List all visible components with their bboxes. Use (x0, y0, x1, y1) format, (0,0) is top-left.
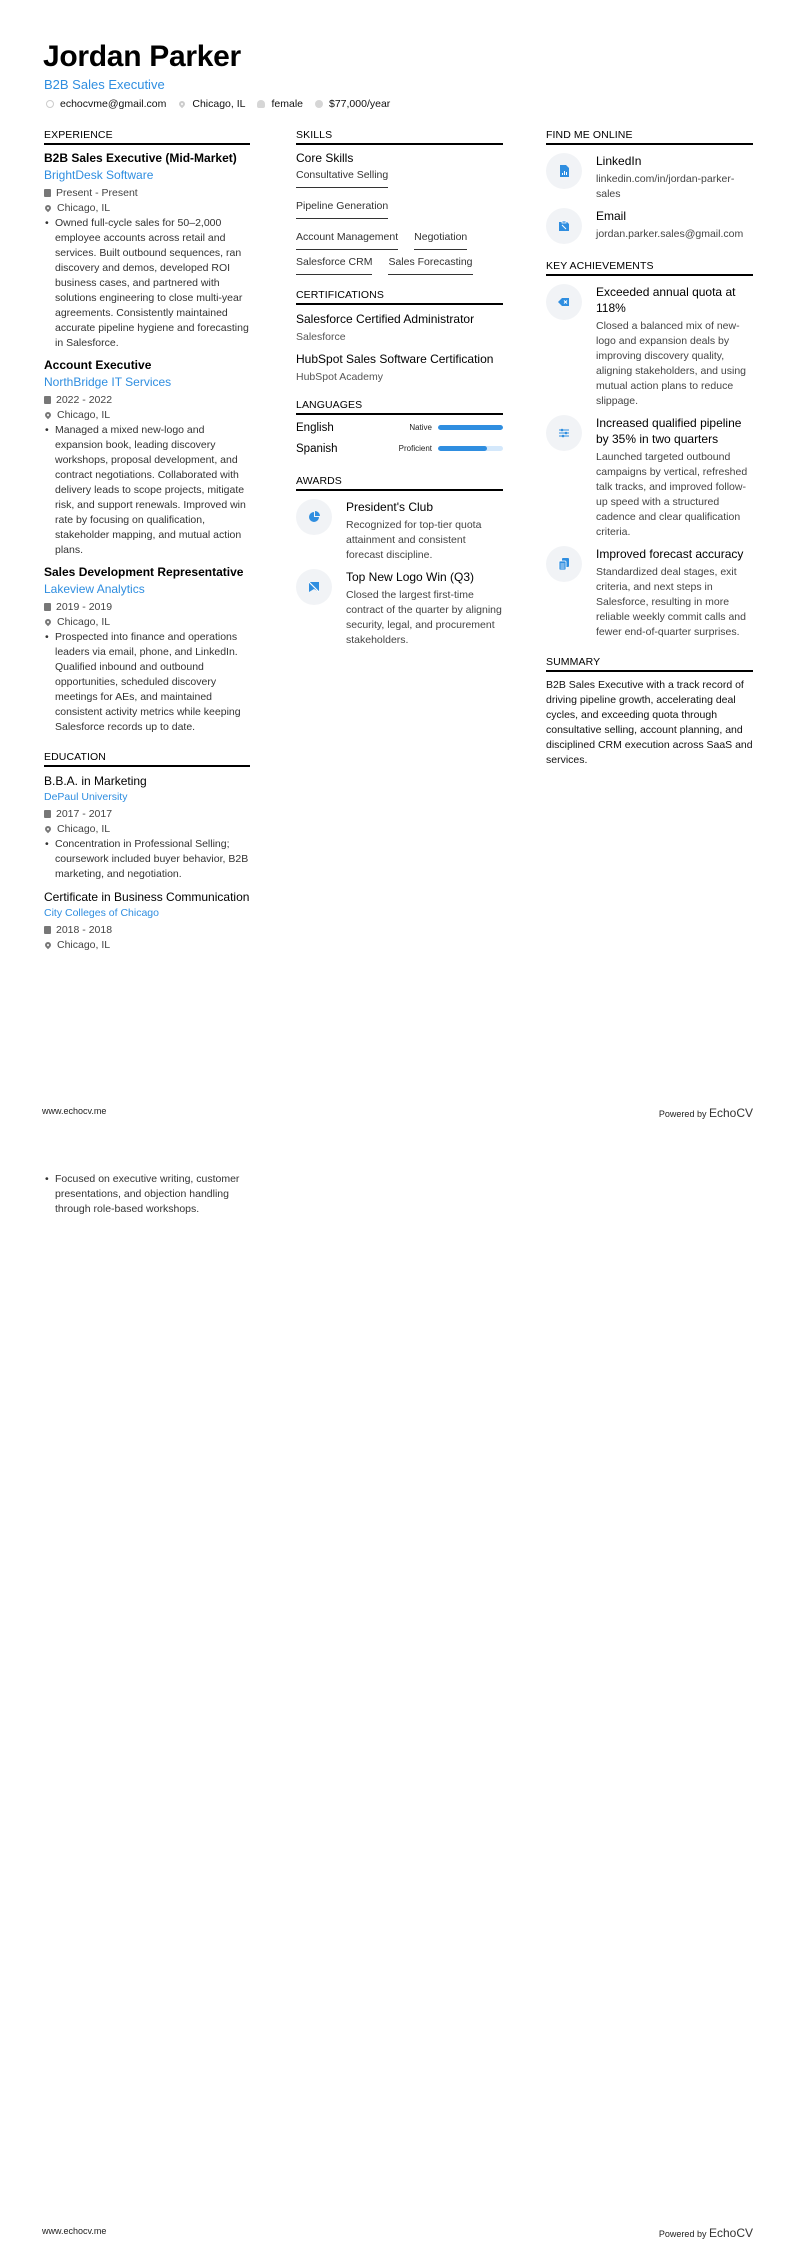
skill-chip: Sales Forecasting (388, 256, 472, 275)
candidate-name: Jordan Parker (43, 40, 241, 73)
calendar-icon (44, 396, 51, 404)
award-item (296, 499, 503, 563)
footer-website[interactable]: www.echocv.me (42, 1106, 107, 1116)
job-dates (44, 185, 250, 200)
location-icon (44, 940, 52, 948)
middle-column (296, 129, 503, 654)
job-dates-value: 2019 - 2019 (56, 600, 113, 613)
document-chart-icon (546, 153, 582, 189)
skill-chip: Pipeline Generation (296, 200, 388, 219)
language-row (296, 417, 503, 438)
certification-issuer: HubSpot Academy (296, 371, 383, 383)
job-dates (44, 392, 250, 407)
job-dates-value: 2022 - 2022 (56, 393, 113, 406)
job-location-value: Chicago, IL (57, 615, 111, 628)
award-desc: Recognized for top-tier quota attainment and consistent forecast discipline. (346, 519, 482, 561)
page-footer (0, 1106, 794, 1120)
location-icon (44, 617, 52, 625)
achievement-desc: Launched targeted outbound campaigns by vertical, refreshed talk tracks, and improved follow-up speed with a structured cadence and clear qualification criteria. (596, 451, 748, 538)
powered-by-label: Powered by (658, 1109, 707, 1119)
footer-website[interactable]: www.echocv.me (42, 2226, 107, 2236)
contact-location (178, 98, 245, 110)
clipboard-icon (546, 208, 582, 244)
edu-dates-value: 2017 - 2017 (56, 807, 113, 820)
education-overflow (44, 1171, 250, 1217)
edu-dates (44, 922, 250, 937)
skill-category: Core Skills (296, 151, 354, 165)
summary-heading: SUMMARY (546, 656, 753, 672)
language-level: Proficient (398, 444, 432, 453)
edu-bullet-text: Focused on executive writing, customer presentations, and objection handling through role-based workshops. (55, 1173, 240, 1215)
job-location (44, 614, 250, 629)
skills-list (296, 169, 503, 275)
edu-location (44, 937, 250, 952)
contact-gender-value: female (271, 98, 303, 110)
achievement-item (546, 546, 753, 640)
contact-salary (315, 98, 390, 110)
edu-dates (44, 806, 250, 821)
contact-email (46, 98, 166, 110)
contact-email-value: echocvme@gmail.com (60, 98, 167, 110)
powered-by-label: Powered by (658, 2229, 707, 2239)
job-dates-value: Present - Present (56, 186, 138, 199)
location-icon (44, 824, 52, 832)
experience-entry (44, 151, 250, 351)
online-item[interactable] (546, 153, 753, 202)
language-name: Spanish (296, 442, 338, 455)
experience-entry (44, 358, 250, 558)
online-label: LinkedIn (596, 154, 642, 168)
company-name: NorthBridge IT Services (44, 375, 172, 389)
language-name: English (296, 421, 334, 434)
flag-icon (296, 569, 332, 605)
company-name: BrightDesk Software (44, 168, 154, 182)
edu-bullet-text: Concentration in Professional Selling; coursework included buyer behavior, B2B marketing, and negotiation. (55, 838, 249, 880)
calendar-icon (44, 810, 51, 818)
achievement-title: Improved forecast accuracy (596, 547, 744, 561)
contact-location-value: Chicago, IL (192, 98, 246, 110)
language-bar-fill (438, 425, 503, 430)
language-row (296, 438, 503, 459)
edu-dates-value: 2018 - 2018 (56, 923, 113, 936)
location-icon (44, 203, 52, 211)
skill-chip: Consultative Selling (296, 169, 388, 188)
copy-icon (546, 546, 582, 582)
language-bar (438, 425, 503, 430)
online-item[interactable] (546, 208, 753, 244)
experience-heading: EXPERIENCE (44, 129, 250, 145)
degree: Certificate in Business Communication (44, 890, 250, 904)
skills-heading: SKILLS (296, 129, 503, 145)
page-footer (0, 2226, 794, 2240)
achievement-desc: Standardized deal stages, exit criteria, and next steps in Salesforce, resulting in more reliable weekly commit calls and fewer end-of-quarter surprises. (596, 566, 746, 638)
education-heading: EDUCATION (44, 751, 250, 767)
online-heading: FIND ME ONLINE (546, 129, 753, 145)
education-entry (44, 773, 250, 882)
achievement-item (546, 284, 753, 409)
job-bullet: • Owned full-cycle sales for 50–2,000 employee accounts across retail and services. Built outbound sequences, ran discovery and demos, developed ROI business cases, and partnered with solutions engineering to close multi-year agreements. Consistently maintained accurate pipeline hygiene and forecasting in Salesforce. (45, 217, 249, 349)
summary-text: B2B Sales Executive with a track record of driving pipeline growth, accelerating deal cycles, and exceeding quota through consultative selling, account planning, and disciplined CRM execution across SaaS and services. (546, 679, 753, 766)
certification-name: Salesforce Certified Administrator (296, 312, 475, 326)
achievement-title: Increased qualified pipeline by 35% in two quarters (596, 416, 742, 446)
edu-location (44, 821, 250, 836)
job-bullet: • Managed a mixed new-logo and expansion book, leading discovery workshops, proposal development, and contract negotiations. Collaborated with delivery leads to scope projects, mitigate risk, and support renewals. Improved win rate by focusing on qualification, stakeholder mapping, and mutual action plans. (44, 423, 250, 558)
contact-info (46, 98, 390, 110)
skill-chip: Account Management (296, 231, 398, 250)
location-icon (44, 410, 52, 418)
achievements-heading: KEY ACHIEVEMENTS (546, 260, 753, 276)
job-title: Sales Development Representative (44, 565, 244, 579)
contact-salary-value: $77,000/year (329, 98, 391, 110)
online-link[interactable]: jordan.parker.sales@gmail.com (596, 228, 744, 240)
award-desc: Closed the largest first-time contract of the quarter by aligning security, legal, and procurement stakeholders. (346, 589, 502, 646)
language-bar (438, 446, 503, 451)
school-name: City Colleges of Chicago (44, 907, 159, 919)
job-bullet-text: Owned full-cycle sales for 50–2,000 employee accounts across retail and services. Built outbound sequences, ran discovery and demos, developed ROI business cases, and partnered with solutions engineering to close multi-year agreements. Consistently maintained accurate pipeline hygiene and forecasting in Salesforce. (55, 217, 249, 349)
achievement-desc: Closed a balanced mix of new-logo and expansion deals by improving discovery quality, aligning stakeholders, and using mutual action plans to reduce slippage. (596, 320, 747, 407)
edu-location-value: Chicago, IL (57, 822, 111, 835)
education-entry (44, 889, 250, 952)
right-column (546, 129, 753, 768)
sliders-icon (546, 415, 582, 451)
job-location-value: Chicago, IL (57, 201, 111, 214)
edu-bullet: • Focused on executive writing, customer presentations, and objection handling through role-based workshops. (44, 1172, 250, 1217)
calendar-icon (44, 189, 51, 197)
location-icon (178, 100, 186, 108)
achievement-item (546, 415, 753, 540)
calendar-icon (44, 603, 51, 611)
job-bullet-text: Prospected into finance and operations leaders via email, phone, and LinkedIn. Qualified inbound and outbound opportunities, scheduled discovery meetings for AEs, and maintained consistent activity metrics while keeping Salesforce records up to date. (55, 631, 241, 733)
backspace-icon (546, 284, 582, 320)
pie-chart-icon (296, 499, 332, 535)
achievement-title: Exceeded annual quota at 118% (596, 285, 736, 315)
left-column (44, 129, 250, 959)
footer-brand: EchoCV (708, 2226, 753, 2240)
salary-icon (315, 100, 323, 108)
footer-powered (659, 2226, 753, 2240)
languages-heading: LANGUAGES (296, 399, 503, 415)
awards-heading: AWARDS (296, 475, 503, 491)
edu-location-value: Chicago, IL (57, 938, 111, 951)
certification-issuer: Salesforce (296, 331, 346, 343)
footer-brand: EchoCV (708, 1106, 753, 1120)
award-title: Top New Logo Win (Q3) (346, 570, 475, 584)
online-label: Email (596, 209, 627, 223)
certification-name: HubSpot Sales Software Certification (296, 352, 494, 366)
email-icon (46, 100, 54, 108)
footer-powered (659, 1106, 753, 1120)
school-name: DePaul University (44, 791, 128, 803)
experience-entry (44, 565, 250, 735)
calendar-icon (44, 926, 51, 934)
contact-gender (257, 98, 303, 110)
job-dates (44, 599, 250, 614)
job-bullet-text: Managed a mixed new-logo and expansion book, leading discovery workshops, proposal development, and contract negotiations. Collaborated with delivery leads to scope projects, mitigate risk, and support renewals. Improved win rate by focusing on qualification, stakeholder mapping, and mutual action plans. (55, 424, 246, 556)
online-link[interactable]: linkedin.com/in/jordan-parker-sales (596, 173, 735, 200)
job-title: B2B Sales Executive (Mid-Market) (44, 151, 237, 165)
skill-chip: Negotiation (414, 231, 467, 250)
job-location-value: Chicago, IL (57, 408, 111, 421)
certifications-heading: CERTIFICATIONS (296, 289, 503, 305)
language-level: Native (409, 423, 432, 432)
degree: B.B.A. in Marketing (44, 774, 147, 788)
job-location (44, 407, 250, 422)
edu-bullet: • Concentration in Professional Selling; coursework included buyer behavior, B2B marketing, and negotiation. (45, 838, 249, 880)
job-bullet: • Prospected into finance and operations leaders via email, phone, and LinkedIn. Qualified inbound and outbound opportunities, scheduled discovery meetings for AEs, and maintained consistent activity metrics while keeping Salesforce records up to date. (44, 630, 250, 735)
award-item (296, 569, 503, 648)
job-location (44, 200, 250, 215)
award-title: President's Club (346, 500, 433, 514)
skill-chip: Salesforce CRM (296, 256, 372, 275)
candidate-role: B2B Sales Executive (44, 77, 165, 92)
language-bar-fill (438, 446, 487, 451)
person-icon (257, 100, 265, 108)
company-name: Lakeview Analytics (44, 582, 145, 596)
job-title: Account Executive (44, 358, 152, 372)
